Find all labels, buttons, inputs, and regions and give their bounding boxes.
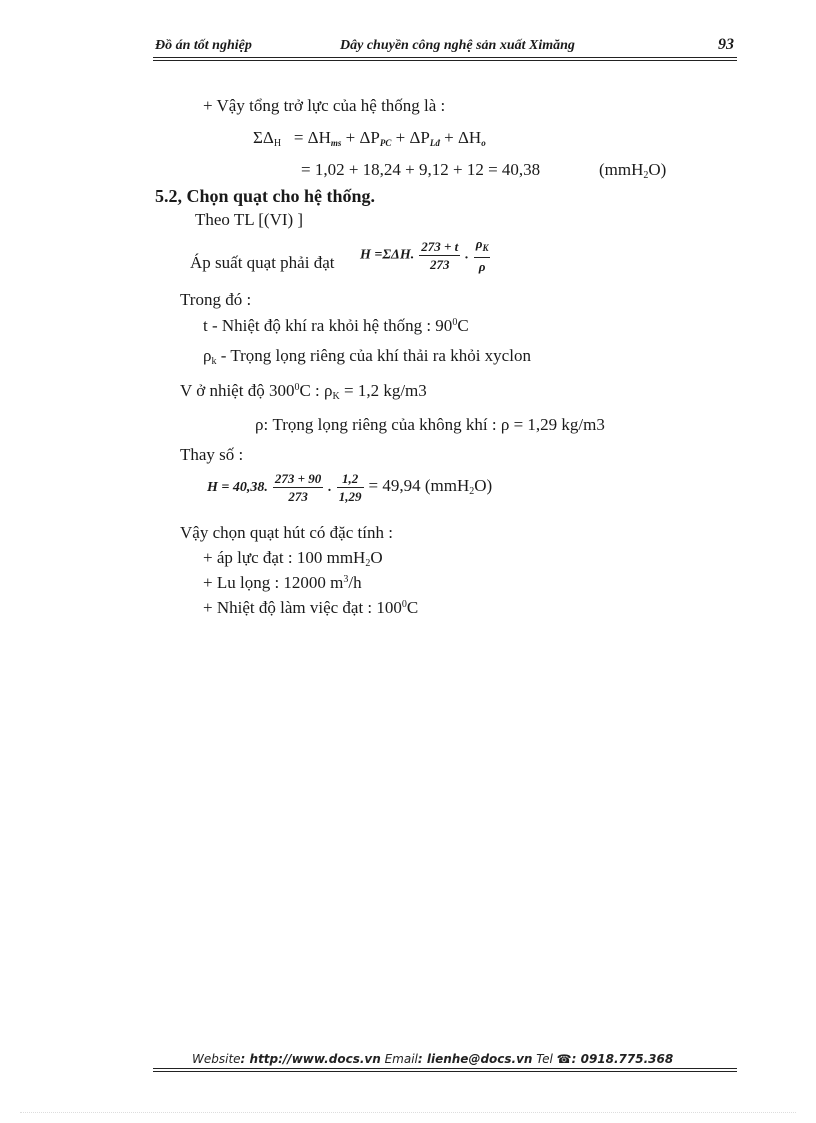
spec-flow: + Lu lọng : 12000 $m^3/h$ — [203, 573, 362, 592]
section-title: 5.2, Chọn quạt cho hệ thống. — [155, 186, 376, 206]
phone-icon: ☎ — [556, 1052, 572, 1066]
sum-value-line: = 1,02 + 18,24 + 9,12 + 12 = 40,38 — [301, 160, 541, 179]
rhok-definition: $\rho_k$ - Trọng lọng riêng của khí thải ra khỏi xyclon — [203, 346, 531, 367]
spec-temperature: + Nhiệt độ làm việc đạt : $100^0C$ — [203, 598, 419, 617]
footer-website-label: Website — [192, 1052, 241, 1066]
footer-email-label: Email — [380, 1052, 418, 1066]
term-3: ΔPLđ — [409, 128, 440, 148]
sum-lhs: $\Sigma\Delta_H$ — [253, 128, 282, 149]
sum-intro: + Vậy tổng trở lực của hệ thống là : — [203, 96, 446, 115]
footer-email[interactable]: : lienhe@docs.vn — [417, 1052, 533, 1066]
pressure-formula: H =ΣΔH. $\frac{273 + t}{273}$ . $\frac{\rho_K}{\rho}$ — [360, 236, 489, 274]
sum-formula: $\Sigma\Delta_H$ = ΔHms + ΔPPC + ΔPLđ + ΔHo — [253, 128, 486, 149]
footer-rule-top — [153, 1068, 737, 1069]
term-4: ΔHo — [457, 128, 486, 148]
choose-label: Vậy chọn quạt hút có đặc tính : — [180, 523, 393, 542]
fraction-temperature: $\frac{273 + t}{273}$ — [421, 238, 459, 272]
fraction-density: $\frac{\rho_K}{\rho}$ — [475, 236, 489, 274]
header-rule-bottom — [153, 60, 737, 61]
calc-formula: H = 40,38. $\frac{273 + 90}{273}$ . $\frac{1,2}{1,29}$ = 49,94 (mmH$_2$O) — [207, 471, 493, 504]
header-center: Dây chuyền công nghệ sản xuất Ximăng — [340, 38, 575, 53]
where-label: Trong đó : — [180, 290, 252, 309]
page-edge — [20, 1112, 796, 1113]
calc-fraction-temperature: $\frac{273 + 90}{273}$ — [274, 471, 322, 504]
spec-pressure: + áp lực đạt : 100 mmH$_2$O — [203, 548, 383, 569]
pressure-label: Áp suất quạt phải đạt — [190, 253, 335, 272]
header-left: Đồ án tốt nghiệp — [155, 38, 252, 53]
rho-definition: ρ: Trọng lọng riêng của không khí : ρ = 1,29 kg/m3 — [255, 415, 605, 434]
term-1: ΔHms — [307, 128, 342, 148]
t-definition: t - Nhiệt độ khí ra khỏi hệ thống : $90^0C$ — [203, 316, 469, 335]
footer-tel-label: Tel — [532, 1052, 557, 1066]
reference: Theo TL [(VI) ] — [195, 210, 304, 229]
footer-rule-bottom — [153, 1071, 737, 1072]
substitute-label: Thay số : — [180, 445, 244, 464]
page-number: 93 — [718, 36, 734, 53]
temperature-line: V ở nhiệt độ $300^0C$ : $\rho_K = 1,2$ kg/m3 — [180, 381, 427, 402]
header-rule-top — [153, 57, 737, 58]
footer — [192, 1052, 673, 1066]
calc-fraction-density: $\frac{1,2}{1,29}$ — [338, 471, 362, 504]
footer-website[interactable]: : http://www.docs.vn — [240, 1052, 381, 1066]
sum-unit: (mmH$_2$O) — [599, 160, 667, 181]
footer-tel: : 0918.775.368 — [571, 1052, 674, 1066]
term-2: ΔPPC — [359, 128, 392, 148]
calc-result: = 49,94 (mmH$_2$O) — [368, 476, 493, 498]
